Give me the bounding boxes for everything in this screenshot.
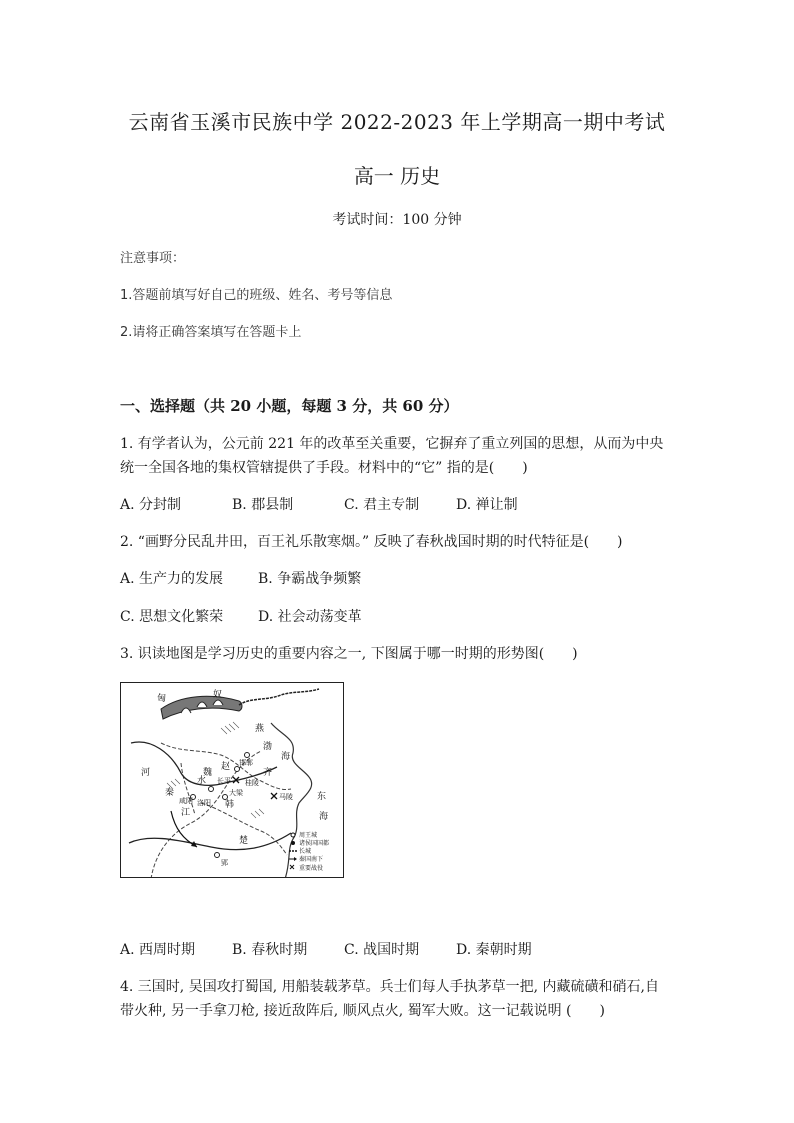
map-label: 邯郸 xyxy=(239,759,253,767)
question-1-line-1: 1. 有学者认为，公元前 221 年的改革至关重要，它摒弃了重立列国的思想，从而为中央 xyxy=(120,436,664,452)
notes-heading: 注意事项： xyxy=(120,251,186,266)
exam-title: 云南省玉溪市民族中学 2022-2023 年上学期高一期中考试 xyxy=(128,110,666,134)
map-label: 大梁 xyxy=(229,789,243,797)
map-label: 燕 xyxy=(255,724,265,734)
capital-marker xyxy=(223,795,228,800)
question-2-line-1: 2. “画野分民乱井田，百王礼乐散寒烟。” 反映了春秋战国时期的时代特征是( ) xyxy=(120,534,623,550)
map-label: 海 xyxy=(281,752,291,762)
option-b[interactable]: B. 春秋时期 xyxy=(232,942,308,958)
capital-marker xyxy=(209,787,214,792)
capital-marker xyxy=(215,853,220,858)
map-label: 马陵 xyxy=(279,793,293,801)
map-legend xyxy=(289,831,329,872)
map-label: 江 xyxy=(181,808,191,818)
question-2-options-row-2 xyxy=(120,606,362,626)
question-3-line-1: 3. 识读地图是学习历史的重要内容之一, 下图属于哪一时期的形势图( ) xyxy=(120,646,578,662)
section-heading: 一、选择题（共 20 小题，每题 3 分，共 60 分） xyxy=(120,397,459,415)
map-label: 赵 xyxy=(221,762,231,772)
yangtze-river xyxy=(129,833,291,850)
option-c[interactable]: C. 战国时期 xyxy=(344,942,420,958)
option-a[interactable]: A. 西周时期 xyxy=(120,942,196,958)
map-label: 水 xyxy=(197,776,207,786)
question-4-line-1: 4. 三国时, 吴国攻打蜀国, 用船装载茅草。兵士们每人手执茅草一把, 内藏硫磺和硝石,自 xyxy=(120,979,659,995)
exam-time: 考试时间：100 分钟 xyxy=(332,212,462,228)
exam-subject: 高一 历史 xyxy=(353,164,441,188)
option-d[interactable]: D. 秦朝时期 xyxy=(456,942,532,958)
option-a[interactable]: A. 分封制 xyxy=(120,497,182,513)
map-label: 咸阳 xyxy=(179,797,193,805)
question-4-line-2: 带火种, 另一手拿刀枪, 接近敌阵后, 顺风点火, 蜀军大败。这一记载说明 ( ) xyxy=(120,1003,605,1019)
question-1-line-2: 统一全国各地的集权管辖提供了手段。材料中的“它” 指的是( ) xyxy=(120,460,528,476)
option-c[interactable]: C. 君主专制 xyxy=(344,497,420,513)
map-label: 魏 xyxy=(203,768,213,778)
svg-text:重要战役: 重要战役 xyxy=(299,865,324,872)
map-label: 齐 xyxy=(263,768,273,778)
great-wall xyxy=(161,696,242,719)
capital-marker xyxy=(235,767,240,772)
option-d[interactable]: D. 社会动荡变革 xyxy=(258,609,362,625)
historical-map xyxy=(120,682,344,878)
option-a[interactable]: A. 生产力的发展 xyxy=(120,571,224,587)
svg-text:诸侯国国都: 诸侯国国都 xyxy=(299,840,330,847)
notes-item-1: 1.答题前填写好自己的班级、姓名、考号等信息 xyxy=(120,288,393,303)
map-label: 海 xyxy=(319,812,329,822)
map-label: 长平 xyxy=(217,777,231,785)
question-1-options xyxy=(120,494,518,514)
map-label: 桂陵 xyxy=(245,779,259,787)
map-label: 匈 xyxy=(157,694,167,704)
map-label: 郢 xyxy=(221,859,228,867)
option-c[interactable]: C. 思想文化繁荣 xyxy=(120,609,224,625)
option-b[interactable]: B. 争霸战争频繁 xyxy=(258,571,362,587)
map-label: 楚 xyxy=(239,836,249,846)
capital-marker xyxy=(245,753,250,758)
map-label: 河 xyxy=(141,768,151,778)
option-b[interactable]: B. 郡县制 xyxy=(232,497,294,513)
map-label: 奴 xyxy=(213,690,223,700)
svg-text:秦国南下: 秦国南下 xyxy=(299,856,324,863)
question-2-options-row-1 xyxy=(120,568,361,588)
map-label: 洛阳 xyxy=(197,799,211,807)
option-d[interactable]: D. 禅让制 xyxy=(456,497,518,513)
map-label: 东 xyxy=(317,792,327,802)
question-3-options xyxy=(120,939,532,959)
battle-marker xyxy=(271,793,277,799)
notes-item-2: 2.请将正确答案填写在答题卡上 xyxy=(120,325,302,340)
svg-text:周王城: 周王城 xyxy=(299,832,318,839)
map-label: 秦 xyxy=(165,788,175,798)
map-label: 韩 xyxy=(225,800,235,810)
map-label: 渤 xyxy=(263,742,273,752)
svg-text:长城: 长城 xyxy=(299,848,312,855)
